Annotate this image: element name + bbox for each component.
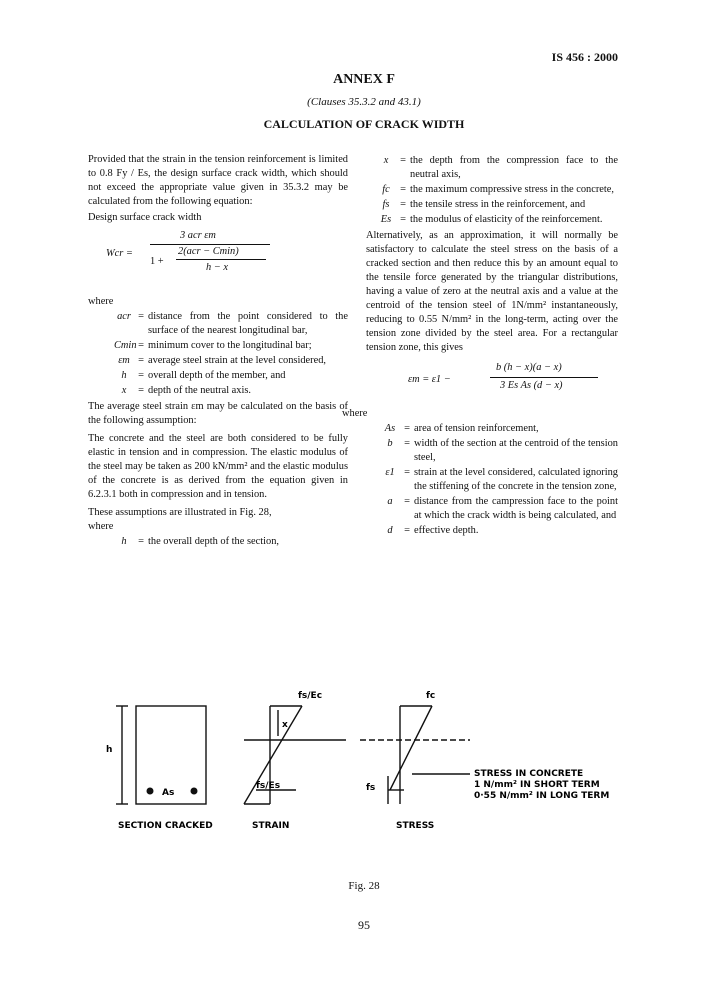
label-fs-es: fs/Es <box>256 781 281 791</box>
definition-eq: = <box>138 536 144 547</box>
definition-text: minimum cover to the longitudinal bar; <box>148 340 312 351</box>
annex-title: ANNEX F <box>333 72 395 87</box>
where-label-2: where <box>88 521 114 532</box>
definition-text: average steel strain at the level considered, <box>148 355 327 366</box>
intro-paragraph: Provided that the strain in the tension reinforcement is limited to 0.8 Fy / Es, the design surface crack width, which should not exceed the appropriate value given in 35.3.2 may be calculated from the following equation: <box>88 154 348 207</box>
definition-text: the overall depth of the section, <box>148 536 279 547</box>
definition-text: the tensile stress in the reinforcement, and <box>410 199 586 210</box>
definition-eq: = <box>400 155 406 166</box>
definition-text: the depth from the compression face to the neutral axis, <box>410 155 618 180</box>
where-label-right: where <box>342 408 368 419</box>
definition-text: depth of the neutral axis. <box>148 385 252 396</box>
formula-inner-denominator: h − x <box>206 262 229 273</box>
page-number: 95 <box>358 918 370 932</box>
label-as: As <box>162 788 175 798</box>
rebar-dot-right <box>191 788 197 794</box>
strain-formula-denominator: 3 Es As (d − x) <box>500 380 563 391</box>
definition-text: distance from the point considered to the surface of the nearest longitudinal bar, <box>148 311 348 336</box>
label-h: h <box>106 745 113 755</box>
design-label: Design surface crack width <box>88 212 202 223</box>
section-title: CALCULATION OF CRACK WIDTH <box>263 117 465 131</box>
clauses-reference: (Clauses 35.3.2 and 43.1) <box>307 96 421 108</box>
label-fc: fc <box>426 691 436 701</box>
definition-symbol: h <box>121 536 127 547</box>
definition-row <box>376 183 618 197</box>
avg-strain-paragraph: The average steel strain εm may be calculated on the basis of the following assumption: <box>88 401 348 426</box>
caption-strain: STRAIN <box>252 821 290 831</box>
definition-symbol: ε1 <box>385 467 395 478</box>
definition-symbol: As <box>384 423 396 434</box>
definition-symbol: Cmin <box>114 340 137 351</box>
caption-stress: STRESS <box>396 821 435 831</box>
right-column <box>342 153 618 539</box>
definition-symbol: x <box>383 155 389 166</box>
formula-denom-lead: 1 + <box>150 256 164 267</box>
definition-eq: = <box>404 438 410 449</box>
formula-numerator: 3 acr εm <box>180 230 216 241</box>
definition-text: overall depth of the member, and <box>148 370 286 381</box>
label-x: x <box>282 720 288 730</box>
definition-text: the modulus of elasticity of the reinforcement. <box>410 214 603 225</box>
definition-eq: = <box>404 467 410 478</box>
definition-symbol: fs <box>382 199 390 210</box>
figure-28 <box>0 680 728 880</box>
definition-eq: = <box>138 311 144 322</box>
definitions-bottom <box>366 422 618 538</box>
definition-eq: = <box>400 199 406 210</box>
definition-eq: = <box>138 385 144 396</box>
strain-formula-bar <box>490 377 598 378</box>
stress-note-line-1: STRESS IN CONCRETE <box>474 769 584 779</box>
strain-formula-numerator: b (h − x)(a − x) <box>496 362 562 373</box>
definition-row <box>380 422 618 436</box>
definition-eq: = <box>404 525 410 536</box>
strain-formula-lhs: εm = ε1 − <box>408 374 451 385</box>
definitions-list <box>88 310 348 398</box>
definition-row-h <box>88 535 348 549</box>
definition-row <box>114 339 348 353</box>
left-column <box>88 153 348 550</box>
definition-symbol: b <box>387 438 393 449</box>
definition-row <box>380 524 618 538</box>
definition-symbol: fc <box>382 184 390 195</box>
stress-note-line-2: 1 N/mm² IN SHORT TERM <box>474 780 600 790</box>
definition-row <box>114 354 348 368</box>
definition-eq: = <box>138 370 144 381</box>
definition-text: width of the section at the centroid of the tension steel, <box>414 438 618 463</box>
stress-diagram <box>360 706 470 804</box>
crack-width-formula <box>88 229 348 289</box>
definition-eq: = <box>404 423 410 434</box>
stress-profile-line <box>390 706 432 790</box>
definition-row <box>380 466 618 494</box>
definition-row <box>376 198 618 212</box>
formula-inner-bar <box>176 259 266 260</box>
assumption-paragraph: The concrete and the steel are both considered to be fully elastic in tension and in compression. The elastic modulus of the steel may be taken as 200 kN/mm² and the elastic modulus of the concrete is as derived from the equation given in 6.2.3.1 both in compression and in tension. <box>88 433 348 500</box>
definition-row <box>114 369 348 383</box>
definition-text: the maximum compressive stress in the concrete, <box>410 184 615 195</box>
section-cracked-diagram <box>116 706 206 804</box>
definition-symbol: h <box>121 370 127 381</box>
definition-eq: = <box>400 214 406 225</box>
definition-text: strain at the level considered, calculated ignoring the stiffening of the concrete in the tension zone, <box>414 467 618 492</box>
where-label: where <box>88 296 114 307</box>
definition-row <box>114 384 348 398</box>
definition-symbol: acr <box>117 311 131 322</box>
definition-eq: = <box>138 340 144 351</box>
label-fs-ec: fs/Ec <box>298 691 323 701</box>
caption-section-cracked: SECTION CRACKED <box>118 821 213 831</box>
stress-note-line-3: 0·55 N/mm² IN LONG TERM <box>474 791 610 801</box>
definition-text: effective depth. <box>414 525 479 536</box>
definition-symbol: εm <box>118 355 130 366</box>
rebar-dot-left <box>147 788 153 794</box>
definition-text: area of tension reinforcement, <box>414 423 539 434</box>
definition-symbol: d <box>387 525 393 536</box>
definition-row <box>380 495 618 523</box>
definitions-top <box>366 154 618 227</box>
alternative-paragraph: Alternatively, as an approximation, it will normally be satisfactory to calculate the steel stress on the basis of a cracked section and then reduce this by an amount equal to the tensile force generated by the triangular distributions, having a value of zero at the neutral axis and a value at the centroid of the tension steel of 1N/mm² instantaneously, reducing to 0.55 N/mm² in the long-term, acting over the tension zone divided by the steel area. For a rectangular tension zone, this gives <box>366 230 618 353</box>
definition-eq: = <box>404 496 410 507</box>
definition-text: distance from the campression face to the point at which the crack width is being calculated, and <box>414 496 618 521</box>
strain-formula <box>366 359 618 401</box>
definition-row <box>376 154 618 182</box>
formula-inner-numerator: 2(acr − Cmin) <box>178 246 239 257</box>
definition-eq: = <box>138 355 144 366</box>
figure-caption: Fig. 28 <box>348 880 380 892</box>
illustrated-paragraph: These assumptions are illustrated in Fig. 28, <box>88 507 272 518</box>
definition-symbol: a <box>387 496 393 507</box>
definition-symbol: x <box>121 385 127 396</box>
definition-row <box>376 213 618 227</box>
standard-number: IS 456 : 2000 <box>551 50 618 64</box>
definition-symbol: Es <box>380 214 392 225</box>
formula-lhs: Wcr = <box>106 248 133 259</box>
definition-eq: = <box>400 184 406 195</box>
label-fs: fs <box>366 783 376 793</box>
definition-row <box>114 310 348 338</box>
definition-row <box>380 437 618 465</box>
